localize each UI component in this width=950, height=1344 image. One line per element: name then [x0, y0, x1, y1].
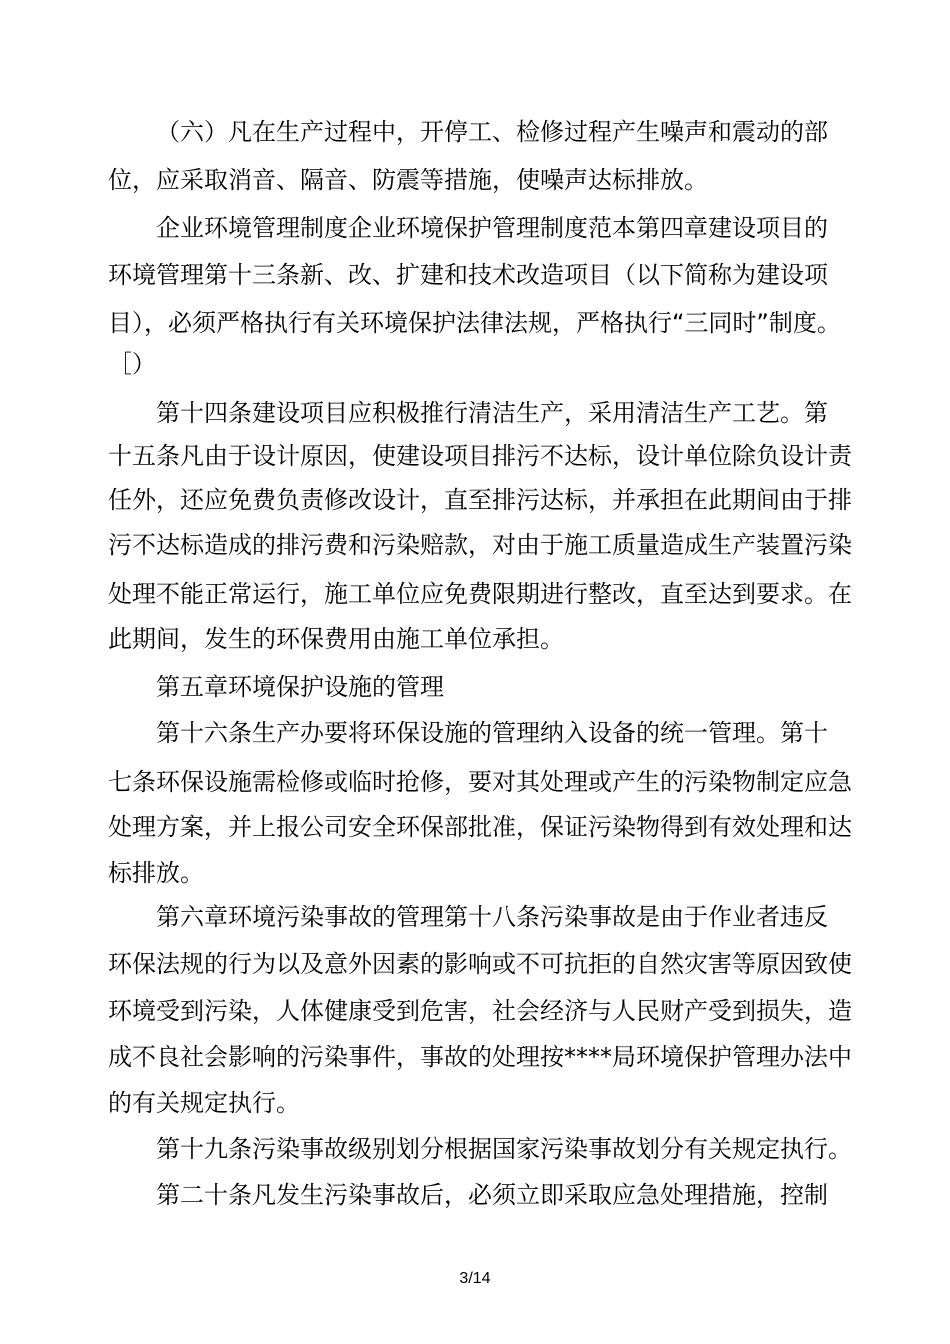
section-heading: 第五章环境保护设施的管理 — [156, 673, 444, 701]
text-line: 第十四条建设项目应积极推行清洁生产，采用清洁生产工艺。第 — [156, 399, 828, 427]
text-line: 处理方案，并上报公司安全环保部批准，保证污染物得到有效处理和达 — [108, 813, 852, 841]
text-line: 第十六条生产办要将环保设施的管理纳入设备的统一管理。第十 — [156, 719, 828, 747]
text-line: 位，应采取消音、隔音、防震等措施，使噪声达标排放。 — [108, 166, 708, 194]
text-line: 环境管理第十三条新、改、扩建和技术改造项目（以下简称为建设项 — [108, 261, 828, 289]
text-line: 第六章环境污染事故的管理第十八条污染事故是由于作业者违反 — [156, 903, 828, 931]
text-line: 标排放。 — [108, 859, 204, 887]
text-line: 七条环保设施需检修或临时抢修，要对其处理或产生的污染物制定应急 — [108, 768, 852, 796]
text-line: 十五条凡由于设计原因，使建设项目排污不达标，设计单位除负设计责 — [108, 442, 852, 470]
text-line: 任外，还应免费负责修改设计，直至排污达标，并承担在此期间由于排 — [108, 486, 852, 514]
text-line: 目），必须严格执行有关环境保护法律法规，严格执行“三同时”制度。 — [108, 309, 841, 337]
text-line: 环境受到污染，人体健康受到危害，社会经济与人民财产受到损失，造 — [108, 997, 852, 1025]
text-line: 的有关规定执行。 — [108, 1089, 300, 1117]
text-line: 环保法规的行为以及意外因素的影响或不可抗拒的自然灾害等原因致使 — [108, 950, 852, 978]
text-line: 第二十条凡发生污染事故后，必须立即采取应急处理措施，控制 — [156, 1181, 828, 1209]
text-line: 处理不能正常运行，施工单位应免费限期进行整改，直至达到要求。在 — [108, 580, 852, 608]
text-line: 第十九条污染事故级别划分根据国家污染事故划分有关规定执行。 — [156, 1135, 852, 1163]
page-number: 3/14 — [459, 1270, 491, 1287]
text-line: （六）凡在生产过程中，开停工、检修过程产生噪声和震动的部 — [156, 118, 828, 146]
text-line: 此期间，发生的环保费用由施工单位承担。 — [108, 625, 564, 653]
text-line: 污不达标造成的排污费和污染赔款，对由于施工质量造成生产装置污染 — [108, 531, 852, 559]
text-line: ［） — [108, 350, 156, 378]
text-line: 企业环境管理制度企业环境保护管理制度范本第四章建设项目的 — [156, 214, 828, 242]
text-line: 成不良社会影响的污染事件，事故的处理按****局环境保护管理办法中 — [108, 1043, 852, 1071]
